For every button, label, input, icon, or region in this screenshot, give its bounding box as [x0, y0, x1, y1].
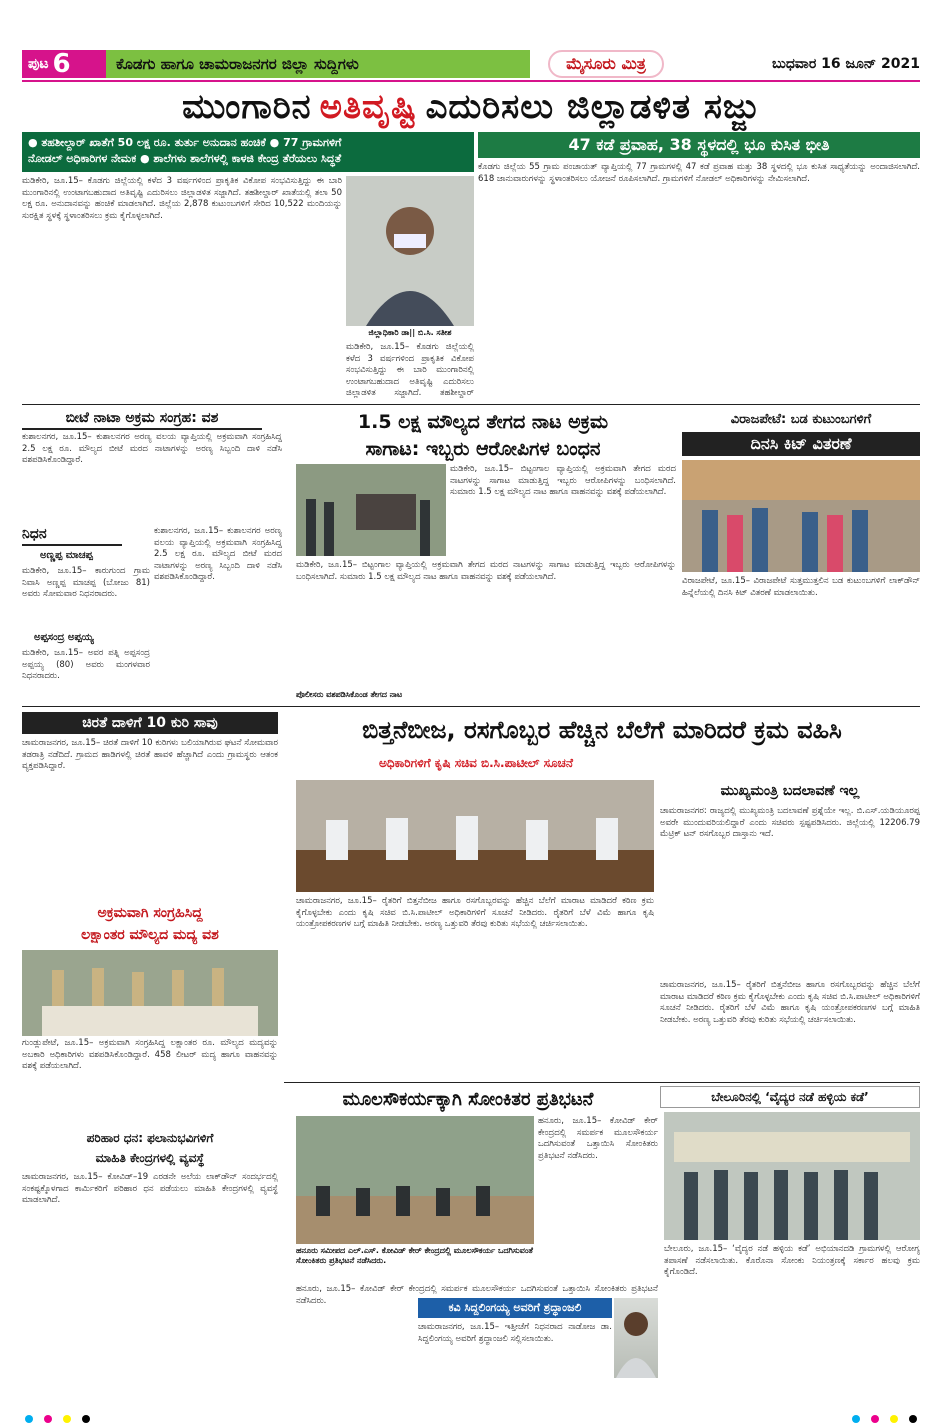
registration-dots-left — [22, 1408, 102, 1418]
belur-title: ಬೇಲೂರಿನಲ್ಲಿ ‘ವೈದ್ಯರ ನಡೆ ಹಳ್ಳಿಯ ಕಡೆ’ — [660, 1086, 920, 1108]
belur-photo — [664, 1112, 920, 1240]
parihara-title-2: ಮಾಹಿತಿ ಕೇಂದ್ರಗಳಲ್ಲಿ ವ್ಯವಸ್ಥೆ — [95, 1150, 205, 1165]
parihara-text: ಚಾಮರಾಜನಗರ, ಜೂ.15– ಕೋವಿಡ್–19 ಎರಡನೇ ಅಲೆಯ ಲಾಕ್‌ಡೌನ್ ಸಂದರ್ಭದಲ್ಲಿ ಸಂಕಷ್ಟಕ್ಕೊಳಗಾದ ಕಾರ್ಮಿಕರಿಗೆ ಪರಿಹಾರ ಧನ ಪಡೆಯಲು ಮಾಹಿತಿ ಕೇಂದ್ರಗಳಲ್ಲಿ ವ್ಯವಸ್ಥೆ ಮಾಡಲಾಗಿದೆ. — [22, 1172, 278, 1205]
belur-text: ಬೇಲೂರು, ಜೂ.15– ‘ವೈದ್ಯರ ನಡೆ ಹಳ್ಳಿಯ ಕಡೆ’ ಅಭಿಯಾನದಡಿ ಗ್ರಾಮಗಳಲ್ಲಿ ಆರೋಗ್ಯ ತಪಾಸಣೆ ನಡೆಸಲಾಯಿತು. ಕೊರೊನಾ ಸೋಂಕು ನಿಯಂತ್ರಣಕ್ಕೆ ಸರ್ಕಾರ ಹಲವು ಕ್ರಮ ಕೈಗೊಂಡಿದೆ. — [664, 1244, 920, 1277]
section-divider-2 — [22, 706, 920, 707]
cm-text-cont: ಚಾಮರಾಜನಗರ, ಜೂ.15– ರೈತರಿಗೆ ಬಿತ್ತನೆಬೀಜ ಹಾಗೂ ರಸಗೊಬ್ಬರವನ್ನು ಹೆಚ್ಚಿನ ಬೆಲೆಗೆ ಮಾರಾಟ ಮಾಡಿದರೆ ಕಠಿಣ ಕ್ರಮ ಕೈಗೊಳ್ಳಬೇಕು ಎಂದು ಕೃಷಿ ಸಚಿವ ಬಿ.ಸಿ.ಪಾಟೀಲ್ ಅಧಿಕಾರಿಗಳಿಗೆ ಸೂಚನೆ ನೀಡಿದರು. ರೈತರಿಗೆ ಬೆಳೆ ವಿಮೆ ಹಾಗೂ ಕೃಷಿ ಯಂತ್ರೋಪಕರಣಗಳ ಬಗ್ಗೆ ಮಾಹಿತಿ ನೀಡಬೇಕು. ಅರಣ್ಯ ಒತ್ತುವರಿ ತೆರವು ಕುರಿತು ಸಭೆಯಲ್ಲಿ ಚರ್ಚಿಸಲಾಯಿತು. — [660, 980, 920, 1025]
liquor-title-2: ಲಕ್ಷಾಂತರ ಮೌಲ್ಯದ ಮದ್ಯ ವಶ — [81, 927, 219, 943]
protest-caption: ಹನೂರು ಸಮೀಪದ ಎಲ್.ಎಸ್. ಕೋವಿಡ್ ಕೇರ್ ಕೇಂದ್ರದಲ್ಲಿ ಮೂಲಸೌಕರ್ಯ ಒದಗಿಸುವಂತೆ ಸೋಂಕಿತರು ಪ್ರತಿಭಟನೆ ನಡೆಸಿದರು. — [296, 1246, 533, 1265]
teak-photo — [296, 464, 446, 556]
group-photo-illustration — [682, 460, 920, 572]
teak-text-right: ಮಡಿಕೇರಿ, ಜೂ.15– ಬಿಟ್ಟಂಗಾಲ ವ್ಯಾಪ್ತಿಯಲ್ಲಿ ಅಕ್ರಮವಾಗಿ ತೇಗದ ಮರದ ನಾಟಗಳನ್ನು ಸಾಗಾಟ ಮಾಡುತ್ತಿದ್ದ ಇಬ್ಬರು ಆರೋಪಿಗಳನ್ನು ಬಂಧಿಸಲಾಗಿದೆ. ಸುಮಾರು 1.5 ಲಕ್ಷ ಮೌಲ್ಯದ ನಾಟ ಹಾಗೂ ವಾಹನವನ್ನು ವಶಕ್ಕೆ ಪಡೆಯಲಾಗಿದೆ. — [450, 464, 676, 497]
virajpet-text: ವಿರಾಜಪೇಟೆ, ಜೂ.15– ವಿರಾಜಪೇಟೆ ಸುತ್ತಮುತ್ತಲಿನ ಬಡ ಕುಟುಂಬಗಳಿಗೆ ಲಾಕ್‌ಡೌನ್ ಹಿನ್ನೆಲೆಯಲ್ಲಿ ದಿನಸಿ ಕಿಟ್ ವಿತರಣೆ ಮಾಡಲಾಯಿತು. — [682, 576, 920, 598]
lead-text-a: ಮಡಿಕೇರಿ, ಜೂ.15– ಕೊಡಗು ಜಿಲ್ಲೆಯಲ್ಲಿ ಕಳೆದ 3 ವರ್ಷಗಳಿಂದ ಪ್ರಾಕೃತಿಕ ವಿಕೋಪ ಸಂಭವಿಸುತ್ತಿದ್ದು ಈ ಬಾರಿ ಮುಂಗಾರಿನಲ್ಲಿ ಉಂಟಾಗಬಹುದಾದ ಅತಿವೃಷ್ಟಿ ಎದುರಿಸಲು ಜಿಲ್ಲಾಡಳಿತ ಸಜ್ಜಾಗಿದೆ. ತಹಶೀಲ್ದಾರ್ ಖಾತೆಯಲ್ಲಿ ತಲಾ 50 ಲಕ್ಷ ರೂ. ಅನುದಾನವನ್ನು ಹಂಚಿಕೆ ಮಾಡಲಾಗಿದೆ. ಜಿಲ್ಲೆಯ 2,878 ಕುಟುಂಬಗಳಿಗೆ ಸೇರಿದ 10,522 ಮಂದಿಯನ್ನು ಸುರಕ್ಷಿತ ಸ್ಥಳಕ್ಕೆ ಸ್ಥಳಾಂತರಿಸಲು ಕ್ರಮ ಕೈಗೊಳ್ಳಲಾಗಿದೆ. — [22, 176, 342, 221]
obit-name-2: ಅಪ್ಪಸಂದ್ರ ಅಪ್ಪಯ್ಯ — [34, 632, 94, 643]
registration-dots-right — [840, 1408, 920, 1418]
leopard-title: ಚಿರತೆ ದಾಳಿಗೆ 10 ಕುರಿ ಸಾವು — [22, 712, 278, 734]
lead-text-b: ಕೊಡಗು ಜಿಲ್ಲೆಯ 55 ಗ್ರಾಮ ಪಂಚಾಯತ್ ವ್ಯಾಪ್ತಿಯಲ್ಲಿ 77 ಗ್ರಾಮಗಳಲ್ಲಿ 47 ಕಡೆ ಪ್ರವಾಹ ಮತ್ತು 38 ಸ್ಥಳದಲ್ಲಿ ಭೂ ಕುಸಿತ ಸಾಧ್ಯತೆಯನ್ನು ಅಂದಾಜಿಸಲಾಗಿದೆ. 618 ಜಾನುವಾರುಗಳನ್ನು ಸ್ಥಳಾಂತರಿಸಲು ಯೋಜನೆ ರೂಪಿಸಲಾಗಿದೆ. ಗ್ರಾಮಗಳಿಗೆ ನೋಡಲ್ ಅಧಿಕಾರಿಗಳನ್ನು ನೇಮಿಸಲಾಗಿದೆ. — [478, 162, 920, 184]
cyan-dot-icon — [852, 1415, 860, 1423]
magenta-dot-icon — [871, 1415, 879, 1423]
lead-text-a2: ಮಡಿಕೇರಿ, ಜೂ.15– ಕೊಡಗು ಜಿಲ್ಲೆಯಲ್ಲಿ ಕಳೆದ 3 ವರ್ಷಗಳಿಂದ ಪ್ರಾಕೃತಿಕ ವಿಕೋಪ ಸಂಭವಿಸುತ್ತಿದ್ದು ಈ ಬಾರಿ ಮುಂಗಾರಿನಲ್ಲಿ ಉಂಟಾಗಬಹುದಾದ ಅತಿವೃಷ್ಟಿ ಎದುರಿಸಲು ಜಿಲ್ಲಾಡಳಿತ ಸಜ್ಜಾಗಿದೆ. ತಹಶೀಲ್ದಾರ್ — [346, 342, 474, 398]
black-dot-icon — [82, 1415, 90, 1423]
seeds-photo — [296, 780, 654, 892]
yellow-dot-icon — [890, 1415, 898, 1423]
bullet-line-2: ನೋಡಲ್ ಅಧಿಕಾರಿಗಳ ನೇಮಕ ● ಶಾಲೆಗಳು ಶಾಲೆಗಳಲ್ಲಿ ಕಾಳಜಿ ಕೇಂದ್ರ ತೆರೆಯಲು ಸಿದ್ಧತೆ — [28, 152, 342, 165]
section-divider-1 — [22, 404, 920, 405]
main-headline — [22, 84, 920, 130]
group-photo-illustration — [664, 1112, 920, 1240]
protest-text: ಹನೂರು, ಜೂ.15– ಕೋವಿಡ್ ಕೇರ್ ಕೇಂದ್ರದಲ್ಲಿ ಸಮರ್ಪಕ ಮೂಲಸೌಕರ್ಯ ಒದಗಿಸುವಂತೆ ಒತ್ತಾಯಿಸಿ ಸೋಂಕಿತರು ಪ್ರತಿಭಟನೆ ನಡೆಸಿದರು. — [538, 1116, 658, 1161]
cyan-dot-icon — [25, 1415, 33, 1423]
obit-name-1: ಅಣ್ಣಪ್ಪ ಮಾಚಪ್ಪ — [40, 550, 93, 561]
liquor-text: ಗುಂಡ್ಲುಪೇಟೆ, ಜೂ.15– ಅಕ್ರಮವಾಗಿ ಸಂಗ್ರಹಿಸಿದ್ದ ಲಕ್ಷಾಂತರ ರೂ. ಮೌಲ್ಯದ ಮದ್ಯವನ್ನು ಅಬಕಾರಿ ಅಧಿಕಾರಿಗಳು ವಶಪಡಿಸಿಕೊಂಡಿದ್ದಾರೆ. 458 ಲೀಟರ್ ಮದ್ಯ ಹಾಗೂ ವಾಹನವನ್ನು ವಶಕ್ಕೆ ಪಡೆಯಲಾಗಿದೆ. — [22, 1038, 278, 1071]
teak-text: ಮಡಿಕೇರಿ, ಜೂ.15– ಬಿಟ್ಟಂಗಾಲ ವ್ಯಾಪ್ತಿಯಲ್ಲಿ ಅಕ್ರಮವಾಗಿ ತೇಗದ ಮರದ ನಾಟಗಳನ್ನು ಸಾಗಾಟ ಮಾಡುತ್ತಿದ್ದ ಇಬ್ಬರು ಆರೋಪಿಗಳನ್ನು ಬಂಧಿಸಲಾಗಿದೆ. ಸುಮಾರು 1.5 ಲಕ್ಷ ಮೌಲ್ಯದ ನಾಟ ಹಾಗೂ ವಾಹನವನ್ನು ವಶಕ್ಕೆ ಪಡೆಯಲಾಗಿದೆ. — [296, 560, 676, 582]
bullet-box — [22, 132, 474, 172]
headline-part-1: ಮುಂಗಾರಿನ — [182, 87, 312, 127]
header-rule — [22, 80, 920, 82]
section-divider-3 — [284, 1082, 920, 1083]
teak-caption: ಪೊಲೀಸರು ವಶಪಡಿಸಿಕೊಂಡ ತೇಗದ ನಾಟ — [296, 690, 403, 699]
beete-title: ಬೀಟೆ ನಾಟಾ ಅಕ್ರಮ ಸಂಗ್ರಹ: ವಶ — [22, 408, 262, 430]
page-number-tag — [22, 50, 106, 78]
person-illustration — [614, 1298, 658, 1378]
leopard-text: ಚಾಮರಾಜನಗರ, ಜೂ.15– ಚಿರತೆ ದಾಳಿಗೆ 10 ಕುರಿಗಳು ಬಲಿಯಾಗಿರುವ ಘಟನೆ ಸೋಮವಾರ ತಡರಾತ್ರಿ ನಡೆದಿದೆ. ಗ್ರಾಮದ ಹಾಡಿಗಳಲ್ಲಿ ಚಿರತೆ ಹಾವಳಿ ಹೆಚ್ಚಾಗಿದೆ ಎಂದು ಗ್ರಾಮಸ್ಥರು ಆತಂಕ ವ್ಯಕ್ತಪಡಿಸಿದ್ದಾರೆ. — [22, 738, 278, 771]
liquor-photo — [22, 950, 278, 1036]
meeting-photo-illustration — [296, 780, 654, 892]
protest-photo — [296, 1116, 534, 1244]
virajpet-photo — [682, 460, 920, 572]
lead-photo-caption: ಜಿಲ್ಲಾಧಿಕಾರಿ ಡಾ|| ಬಿ.ಸಿ. ಸತೀಶ — [368, 328, 452, 337]
protest-photo-illustration — [296, 1116, 534, 1244]
subheadline: 47 ಕಡೆ ಪ್ರವಾಹ, 38 ಸ್ಥಳದಲ್ಲಿ ಭೂ ಕುಸಿತ ಭೀತಿ — [478, 132, 920, 158]
section-title: ಕೊಡಗು ಹಾಗೂ ಚಾಮರಾಜನಗರ ಜಿಲ್ಲಾ ಸುದ್ದಿಗಳು — [106, 50, 530, 78]
virajpet-title-1: ವಿರಾಜಪೇಟೆ: ಬಡ ಕುಟುಂಬಗಳಿಗೆ — [730, 411, 872, 427]
liquor-title-1: ಅಕ್ರಮವಾಗಿ ಸಂಗ್ರಹಿಸಿದ್ದ — [97, 905, 203, 921]
black-dot-icon — [909, 1415, 917, 1423]
page-number: 6 — [52, 49, 71, 79]
page-label: ಪುಟ — [28, 56, 49, 72]
person-illustration — [346, 176, 474, 326]
cm-title: ಮುಖ್ಯಮಂತ್ರಿ ಬದಲಾವಣೆ ಇಲ್ಲ — [720, 783, 860, 799]
group-photo-illustration — [22, 950, 278, 1036]
tribute-title: ಕವಿ ಸಿದ್ದಲಿಂಗಯ್ಯ ಅವರಿಗೆ ಶ್ರದ್ಧಾಂಜಲಿ — [418, 1298, 612, 1318]
beete-text: ಕುಶಾಲನಗರ, ಜೂ.15– ಕುಶಾಲನಗರ ಅರಣ್ಯ ವಲಯ ವ್ಯಾಪ್ತಿಯಲ್ಲಿ ಅಕ್ರಮವಾಗಿ ಸಂಗ್ರಹಿಸಿದ್ದ 2.5 ಲಕ್ಷ ರೂ. ಮೌಲ್ಯದ ಬೀಟೆ ಮರದ ನಾಟಾಗಳನ್ನು ಅರಣ್ಯ ಸಿಬ್ಬಂದಿ ದಾಳಿ ನಡೆಸಿ ವಶಪಡಿಸಿಕೊಂಡಿದ್ದಾರೆ. — [22, 432, 282, 465]
obit-text-1: ಮಡಿಕೇರಿ, ಜೂ.15– ಕಾರುಗುಂದ ಗ್ರಾಮ ನಿವಾಸಿ ಅಣ್ಣಪ್ಪ ಮಾಚಪ್ಪ (ಬೋಜು 81) ಅವರು ಸೋಮವಾರ ನಿಧನರಾದರು. — [22, 566, 150, 599]
parihara-title-1: ಪರಿಹಾರ ಧನ: ಫಲಾನುಭವಿಗಳಿಗೆ — [86, 1130, 214, 1145]
magenta-dot-icon — [44, 1415, 52, 1423]
cm-text: ಚಾಮರಾಜನಗರ: ರಾಜ್ಯದಲ್ಲಿ ಮುಖ್ಯಮಂತ್ರಿ ಬದಲಾವಣೆ ಪ್ರಶ್ನೆಯೇ ಇಲ್ಲ. ಬಿ.ಎಸ್.ಯಡಿಯೂರಪ್ಪ ಅವರೇ ಮುಂದುವರಿಯಲಿದ್ದಾರೆ ಎಂದು ಸಚಿವರು ಸ್ಪಷ್ಟಪಡಿಸಿದರು. ಜಿಲ್ಲೆಯಲ್ಲಿ 12206.79 ಮೆಟ್ರಿಕ್ ಟನ್ ರಸಗೊಬ್ಬರ ದಾಸ್ತಾನು ಇದೆ. — [660, 806, 920, 839]
tribute-text: ಚಾಮರಾಜನಗರ, ಜೂ.15– ಇತ್ತೀಚೆಗೆ ನಿಧನರಾದ ನಾಡೋಜ ಡಾ. ಸಿದ್ದಲಿಂಗಯ್ಯ ಅವರಿಗೆ ಶ್ರದ್ಧಾಂಜಲಿ ಸಲ್ಲಿಸಲಾಯಿತು. — [418, 1322, 612, 1344]
virajpet-title-2: ದಿನಸಿ ಕಿಟ್ ವಿತರಣೆ — [682, 432, 920, 456]
teak-title-2: ಸಾಗಾಟ: ಇಬ್ಬರು ಆರೋಪಿಗಳ ಬಂಧನ — [365, 438, 601, 460]
beete-text-cont: ಕುಶಾಲನಗರ, ಜೂ.15– ಕುಶಾಲನಗರ ಅರಣ್ಯ ವಲಯ ವ್ಯಾಪ್ತಿಯಲ್ಲಿ ಅಕ್ರಮವಾಗಿ ಸಂಗ್ರಹಿಸಿದ್ದ 2.5 ಲಕ್ಷ ರೂ. ಮೌಲ್ಯದ ಬೀಟೆ ಮರದ ನಾಟಾಗಳನ್ನು ಅರಣ್ಯ ಸಿಬ್ಬಂದಿ ದಾಳಿ ನಡೆಸಿ ವಶಪಡಿಸಿಕೊಂಡಿದ್ದಾರೆ. — [154, 526, 282, 582]
teak-title-1: 1.5 ಲಕ್ಷ ಮೌಲ್ಯದ ತೇಗದ ನಾಟ ಅಕ್ರಮ — [357, 411, 609, 433]
lead-photo — [346, 176, 474, 326]
protest-text-cont: ಹನೂರು, ಜೂ.15– ಕೋವಿಡ್ ಕೇರ್ ಕೇಂದ್ರದಲ್ಲಿ ಸಮರ್ಪಕ ಮೂಲಸೌಕರ್ಯ ಒದಗಿಸುವಂತೆ ಒತ್ತಾಯಿಸಿ ಸೋಂಕಿತರು ಪ್ರತಿಭಟನೆ ನಡೆಸಿದರು. — [296, 1284, 658, 1306]
bullet-line-1: ● ತಹಶೀಲ್ದಾರ್ ಖಾತೆಗೆ 50 ಲಕ್ಷ ರೂ. ತುರ್ತು ಅನುದಾನ ಹಂಚಿಕೆ ● 77 ಗ್ರಾಮಗಳಿಗೆ — [28, 136, 342, 149]
protest-title: ಮೂಲಸೌಕರ್ಯಕ್ಕಾಗಿ ಸೋಂಕಿತರ ಪ್ರತಿಭಟನೆ — [284, 1086, 652, 1112]
issue-date: ಬುಧವಾರ 16 ಜೂನ್ 2021 — [771, 56, 920, 72]
headline-part-2: ಎದುರಿಸಲು ಜಿಲ್ಲಾಡಳಿತ ಸಜ್ಜು — [425, 87, 760, 127]
group-photo-illustration — [296, 464, 446, 556]
seeds-kicker: ಅಧಿಕಾರಿಗಳಿಗೆ ಕೃಷಿ ಸಚಿವ ಬಿ.ಸಿ.ಪಾಟೀಲ್ ಸೂಚನೆ — [312, 752, 640, 774]
headline-part-red: ಅತಿವೃಷ್ಟಿ — [319, 87, 418, 127]
tribute-portrait — [614, 1298, 658, 1378]
seeds-headline: ಬಿತ್ತನೆಬೀಜ, ರಸಗೊಬ್ಬರ ಹೆಚ್ಚಿನ ಬೆಲೆಗೆ ಮಾರಿದರೆ ಕ್ರಮ ವಹಿಸಿ — [362, 716, 842, 744]
yellow-dot-icon — [63, 1415, 71, 1423]
obit-text-2: ಮಡಿಕೇರಿ, ಜೂ.15– ಅವರ ಪತ್ನಿ ಅಪ್ಪಸಂದ್ರ ಅಪ್ಪಯ್ಯ (80) ಅವರು ಮಂಗಳವಾರ ನಿಧನರಾದರು. — [22, 648, 150, 681]
seeds-text: ಚಾಮರಾಜನಗರ, ಜೂ.15– ರೈತರಿಗೆ ಬಿತ್ತನೆಬೀಜ ಹಾಗೂ ರಸಗೊಬ್ಬರವನ್ನು ಹೆಚ್ಚಿನ ಬೆಲೆಗೆ ಮಾರಾಟ ಮಾಡಿದರೆ ಕಠಿಣ ಕ್ರಮ ಕೈಗೊಳ್ಳಬೇಕು ಎಂದು ಕೃಷಿ ಸಚಿವ ಬಿ.ಸಿ.ಪಾಟೀಲ್ ಅಧಿಕಾರಿಗಳಿಗೆ ಸೂಚನೆ ನೀಡಿದರು. ರೈತರಿಗೆ ಬೆಳೆ ವಿಮೆ ಹಾಗೂ ಕೃಷಿ ಯಂತ್ರೋಪಕರಣಗಳ ಬಗ್ಗೆ ಮಾಹಿತಿ ನೀಡಬೇಕು. ಅರಣ್ಯ ಒತ್ತುವರಿ ತೆರವು ಕುರಿತು ಸಭೆಯಲ್ಲಿ ಚರ್ಚಿಸಲಾಯಿತು. — [296, 896, 654, 929]
paper-name: ಮೈಸೂರು ಮಿತ್ರ — [548, 50, 664, 78]
nidhana-title: ನಿಧನ — [22, 526, 122, 546]
